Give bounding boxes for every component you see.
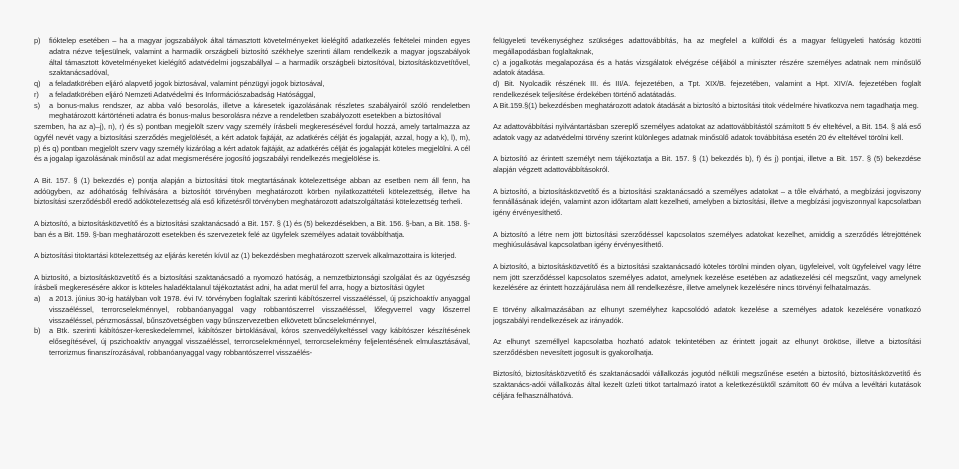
paragraph-156: A biztosító, a biztosításközvetítő és a biztosítási szaktanácsadó a Bit. 157. § (1) és (5) bekezdésekben, a Bit. 156. §-ban, a Bit. 158. §-ban és a Bit. 159. §-ban meghatározott esetekben és szervezetek felé az ügyfelek személyes adatait továbbíthatja. <box>34 218 470 239</box>
list-text: a 2013. június 30-ig hatályban volt 1978. évi IV. törvényben foglaltak szerinti kábítószerrel visszaéléssel, új pszichoaktív anyaggal visszaéléssel, terrorcselekménnyel, robbanóanyaggal vagy robbantószerrel visszaéléssel, lőfegyverrel vagy lőszerrel visszaéléssel, pénzmosással, bűnszövetségben vagy bűnszervezetben elkövetett bűncselekménnyel, <box>49 294 470 325</box>
paragraph-c: c) a jogalkotás megalapozása és a hatás vizsgálatok elvégzése céljából a miniszter részére személyes adatnak nem minősülő adatok átadása. <box>493 57 921 78</box>
paragraph-titoktartasi: A biztosítási titoktartási kötelezettség az eljárás keretén kívül az (1) bekezdésben meghatározott szervek alkalmazottaira is kiterjed. <box>34 251 457 260</box>
paragraph-nem-jelenti: A biztosító, a biztosításközvetítő és a biztosítási szaktanácsadó a nyomozó hatóság, a nemzetbiztonsági szolgálat és az ügyészség írásbeli megkeresésére akkor is köteles haladéktalanul tájékoztatást adni, ha adat merül fel arra, hogy a biztosítási ügylet <box>34 272 470 293</box>
list-item <box>34 326 470 358</box>
list-text: fióktelep esetében – ha a magyar jogszabályok által támasztott követelményeket kielégítő adatkezelés feltételei minden egyes adatra nézve teljesülnek, valamint a harmadik országbeli biztosító székhelye szerinti állam rendelkezik a magyar jogszabályok által támasztott követelményeket kielégítő adatvédelmi jogszabállyal – a harmadik országbeli biztosítóval, biztosításközvetítővel, szaktanácsadóval, <box>49 36 470 78</box>
list-text: a feladatkörében eljáró Nemzeti Adatvédelmi és Információszabadság Hatósággal, <box>49 89 316 99</box>
list-item <box>34 101 470 123</box>
paragraph-157-1e: A Bit. 157. § (1) bekezdés e) pontja alapján a biztosítási titok megtartásának kötelezettsége abban az esetben nem áll fenn, ha adóügyben, az adóhatóság felhívására a biztosítót törvényben meghatározott körben nyilatkozattételi kötelezettség, illetve ha biztosítási szerződésből eredő adókötelezettség alá eső kifizetésről törvényben meghatározott adatszolgáltatási kötelezettség terheli. <box>34 175 470 207</box>
list-marker: p) <box>34 36 41 45</box>
list-text: a Btk. szerinti kábítószer-kereskedelemmel, kábítószer birtoklásával, kóros szenvedélykeltéssel vagy kábítószer készítésének elősegítésével, új pszichoaktív anyaggal visszaéléssel, terrorcselekménnyel, terrorcselekmény feljelentésének elmulasztásával, terrorizmus finanszírozásával, robbanóanyaggal vagy robbantószerrel visszaélés- <box>49 326 470 357</box>
paragraph-vallalkozas: Biztosító, biztosításközvetítő és szaktanácsadói vállalkozás jogutód nélküli megszűnése esetén a biztosító, biztosításközvetítő és szaktanács-adói vállalkozás által kezelt üzleti titkot tartalmazó iratot a keletkezésüktől számított 60 év múlva a levéltári kutatások céljára felhasználhatóvá. <box>493 369 921 400</box>
paragraph-nyilvantartas: Az adattovábbítási nyilvántartásban szereplő személyes adatokat az adattovábbítástól számított 5 év elteltével, a Bit. 154. § alá eső adatok vagy az adatvédelmi törvény szerint különleges adatnak minősülő adatok továbbítása esetén 20 év elteltével törölni kell. <box>493 122 921 142</box>
paragraph-felugyeleti: felügyeleti tevékenységhez szükséges adattovábbítás, ha az megfelel a külföldi és a magyar felügyeleti hatóság közötti megállapodásban foglaltaknak, <box>493 36 921 56</box>
paragraph-torolni: A biztosító a létre nem jött biztosítási szerződéssel kapcsolatos személyes adatokat kezelhet, amiddig a szerződés létrejöttének meghiúsulásával kapcsolatban igény érvényesíthető. <box>493 229 921 250</box>
list-item <box>34 90 470 101</box>
list-text: a bonus-malus rendszer, az abba való besorolás, illetve a káresetek igazolásának részletes szabályairól szóló rendeletben meghatározott kártörténeti adatra és bonus-malus besorolásra nézve a rendeletben szabályozott esetekben a biztosítóval <box>49 100 470 121</box>
paragraph-elhunyt: Az elhunyt személlyel kapcsolatba hozható adatok tekintetében az érintett jogait az elhunyt örököse, illetve a biztosítási szerződésben nevesített jogosult is gyakorolhatja. <box>493 337 921 357</box>
list-marker: q) <box>34 79 41 88</box>
list-marker: s) <box>34 100 41 110</box>
paragraph-tajekoztatni: A biztosító az érintett személyt nem tájékoztatja a Bit. 157. § (1) bekezdés b), f) és j) pontjai, illetve a Bit. 157. § (5) bekezdése alapján végzett adattovábbításokról. <box>493 154 921 174</box>
paragraph-ugyfelek: A biztosító, a biztosításközvetítő és a biztosítási szaktanácsadó köteles törölni minden olyan, ügyfeleivel, volt ügyfeleivel vagy létre nem jött szerződéssel kapcsolatos személyes adatot, amelynek kezelése esetében az adatkezelési cél megszűnt, vagy amelynek kezelésére az érintett hozzájárulása nem áll rendelkezésre, illetve amelynek kezelésére nincs törvényi felhatalmazás. <box>493 261 921 293</box>
left-column <box>34 36 470 359</box>
list-marker: a) <box>34 294 41 303</box>
right-column <box>493 36 921 412</box>
list-item <box>34 294 470 326</box>
list-item <box>34 36 470 79</box>
paragraph-d: d) Bit. Nyolcadik részének III. és III/A. fejezetében, a Tpt. XIX/B. fejezetében, valamint a Hpt. XIV/A. fejezetében foglalt rendelkezések teljesítése érdekében történő adatátadás. <box>493 79 921 99</box>
list-ab <box>34 294 470 359</box>
paragraph-159: A Bit.159.§(1) bekezdésben meghatározott adatok átadását a biztosító a biztosítási titok védelmére hivatkozva nem tagadhatja meg. <box>493 100 919 110</box>
list-marker: b) <box>34 326 41 336</box>
list-item <box>34 79 470 90</box>
paragraph-nem-sert: A biztosító, a biztosításközvetítő és a biztosítási szaktanácsadó a személyes adatokat – a tőle elvárható, a megbízási jogviszony fennállásának idején, valamint azon időtartam alatt kezelheti, amelyben a biztosítási, illetve a megbízási jogviszonnyal kapcsolatban igény érvényesíthető. <box>493 186 921 217</box>
paragraph-szemben: szemben, ha az a)–j), n), r) és s) pontban megjelölt szerv vagy személy írásbeli megkeresésével fordul hozzá, amely tartalmazza az ügyfél nevét vagy a biztosítási szerződés megjelölését, a kért adatok fajtáját, az adatkérés célját és jogalapját, azzal, hogy a k), l), m), p) és q) pontban megjelölt szerv vagy személy kizárólag a kért adatok fajtáját, az adatkérés célját és jogalapját köteles megjelölni. A cél és a jogalap igazolásának minősül az adat megismerésére jogosító jogszabályi rendelkezés megjelölése is. <box>34 122 470 164</box>
list-pt <box>34 36 470 122</box>
list-marker: r) <box>34 89 39 99</box>
list-text: a feladatkörében eljáró alapvető jogok biztosával, valamint pénzügyi jogok biztosával, <box>49 79 325 88</box>
paragraph-e-torveny: E törvény alkalmazásában az elhunyt személyhez kapcsolódó adatok kezelése a személyes adatok kezelésére vonatkozó jogszabályi rendelkezések az irányadók. <box>493 304 921 325</box>
